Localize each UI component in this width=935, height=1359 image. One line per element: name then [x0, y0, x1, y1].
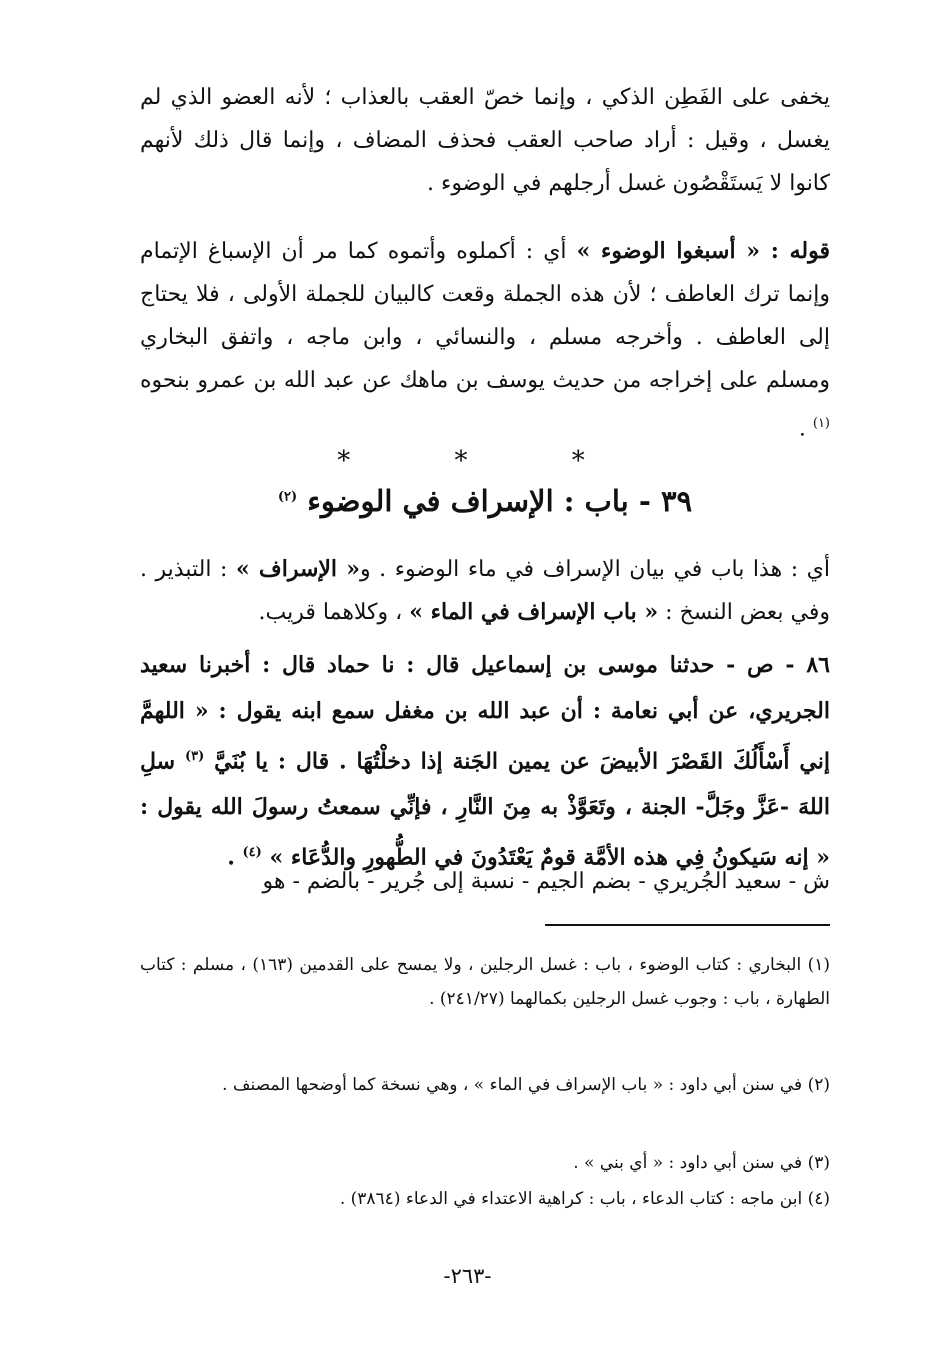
hadith-part-1: ٨٦ - ص - حدثنا موسى بن إسماعيل قال : نا حماد قال : أخبرنا سعيد الجريري، عن أبي نعامة : أن عبد الله بن مغفل سمع ابنه يقول : « اللهمَّ إني أَسْأَلُكَ القَصْرَ الأبيضَ عن يمين الجَنة إذا دخلْتُهَا . قال : يا بُنَيَّ	[140, 652, 830, 775]
paragraph-explanation: ش - سعيد الجُريري - بضم الجيم - نسبة إلى جُرير - بالضم - هو	[262, 869, 830, 894]
chapter-title: ٣٩ - باب : الإسراف في الوضوء	[307, 484, 693, 518]
paragraph-commentary-1: يخفى على الفَطِن الذكي ، وإنما خصّ العقب بالعذاب ؛ لأنه العضو الذي لم يغسل ، وقيل : أراد صاحب العقب فحذف المضاف ، وإنما قال ذلك لأنهم كانوا لا يَستَقْصُون غسل أرجلهم في الوضوء .	[140, 85, 830, 196]
intro-part-a: أي : هذا باب في بيان الإسراف في ماء الوضوء . و	[360, 557, 831, 582]
paragraph-chapter-intro	[140, 548, 830, 634]
hadith-part-2: سلِ اللهَ -عَزَّ وجَلَّ- الجنة ، وتَعَوَّذْ به مِنَ النَّارِ ، فإنِّي سمعتُ رسولَ الله يقول : « إنه سَيكونُ فِي هذه الأمَّة قومٌ يَعْتَدُونَ في الطُّهورِ والدُّعَاء »	[140, 748, 830, 871]
paragraph-commentary-2	[140, 230, 830, 450]
footnote-ref-3: (٣)	[184, 749, 205, 764]
footnote-ref-4: (٤)	[242, 845, 262, 861]
footnote-1: (١) البخاري : كتاب الوضوء ، باب : غسل الرجلين ، ولا يمسح على القدمين (١٦٣) ، مسلم : كتاب الطهارة ، باب : وجوب غسل الرجلين بكمالهما (٢٤١/٢٧) .	[140, 955, 830, 1009]
footnote-ref-1: (١)	[812, 416, 830, 431]
hadith-text	[140, 642, 830, 881]
chapter-heading	[140, 484, 830, 518]
quote-lead: قوله : « أسبغوا الوضوء »	[576, 238, 830, 264]
intro-alt-title: « باب الإسراف في الماء »	[409, 599, 659, 625]
hadith-end: .	[227, 844, 243, 871]
footnote-3: (٣) في سنن أبي داود : « أي بني » .	[573, 1153, 830, 1173]
footnote-4: (٤) ابن ماجه : كتاب الدعاء ، باب : كراهية الاعتداء في الدعاء (٣٨٦٤) .	[339, 1189, 830, 1209]
footnote-2: (٢) في سنن أبي داود : « باب الإسراف في الماء » ، وهي نسخة كما أوضحها المصنف .	[222, 1075, 830, 1095]
intro-term: « الإسراف »	[235, 556, 361, 582]
intro-part-e: ، وكلاهما قريب.	[258, 600, 410, 625]
paragraph-end: .	[798, 416, 813, 442]
page-number: -٢٦٣-	[443, 1264, 492, 1288]
footnote-divider	[545, 924, 830, 926]
footnote-ref-2: (٢)	[277, 489, 298, 505]
paragraph-body: أي : أكملوه وأتموه كما مر أن الإسباغ الإتمام وإنما ترك العاطف ؛ لأن هذه الجملة وقعت كالبيان للجملة الأولى ، فلا يحتاج إلى العاطف . وأخرجه مسلم ، والنسائي ، وابن ماجه ، واتفق البخاري ومسلم على إخراجه من حديث يوسف بن ماهك عن عبد الله بن عمرو بنحوه	[140, 239, 830, 393]
section-separator: * * *	[337, 446, 633, 476]
intro-part-c: : التبذير . وفي بعض النسخ :	[140, 557, 830, 625]
